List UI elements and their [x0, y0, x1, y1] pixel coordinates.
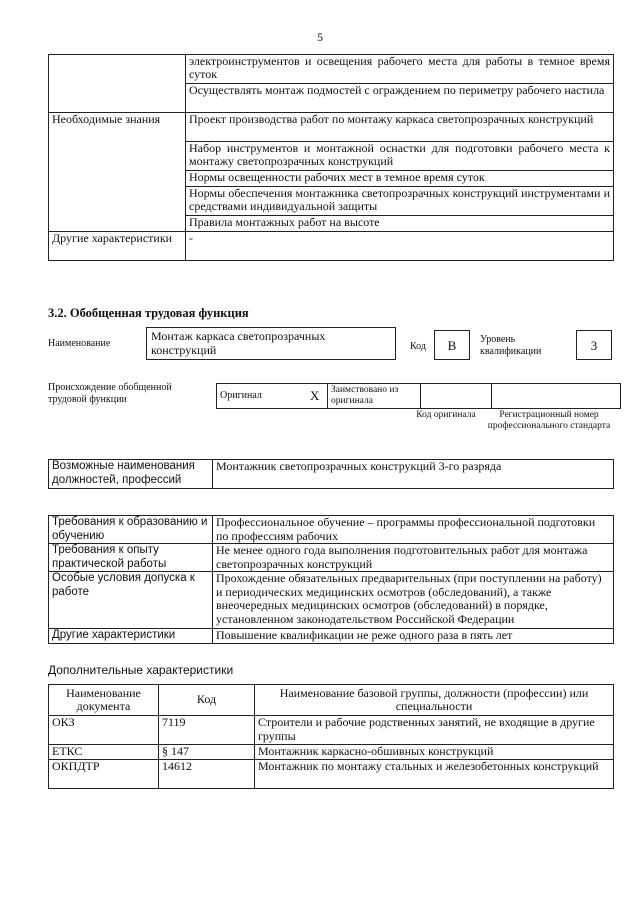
header-cell: Наименование базовой группы, должности (профессии) или специальности	[255, 685, 614, 716]
row-value: Нормы обеспечения монтажника светопрозрачных конструкций инструментами и средствами индивидуальной защиты	[186, 187, 614, 216]
table-row	[49, 760, 614, 789]
code-original-caption: Код оригинала	[416, 410, 476, 420]
reg-number-caption: Регистрационный номер профессионального стандарта	[487, 410, 611, 431]
row-value: -	[186, 232, 614, 261]
skills-table	[48, 54, 614, 261]
req-value: Не менее одного года выполнения подготовительных работ для монтажа светопрозрачных конструкций	[213, 544, 614, 572]
row-label	[49, 55, 186, 113]
row-value: Правила монтажных работ на высоте	[186, 216, 614, 232]
header-cell: Наименование документа	[49, 685, 159, 716]
row-label: Другие характеристики	[49, 232, 186, 261]
group-cell: Монтажник по монтажу стальных и железобетонных конструкций	[255, 760, 614, 789]
reg-number-cell	[492, 384, 621, 409]
level-value: 3	[576, 330, 612, 360]
positions-value: Монтажник светопрозрачных конструкций 3-го разряда	[213, 460, 614, 489]
table-row	[49, 685, 614, 716]
positions-label: Возможные наименования должностей, профессий	[49, 460, 213, 489]
row-value: Проект производства работ по монтажу каркаса светопрозрачных конструкций	[186, 113, 614, 142]
original-label: Оригинал	[217, 384, 308, 409]
table-row	[49, 544, 614, 572]
table-row	[49, 232, 614, 261]
page-number: 5	[317, 30, 323, 44]
code-cell: § 147	[159, 745, 255, 760]
table-row	[49, 745, 614, 760]
req-value: Повышение квалификации не реже одного раза в пять лет	[213, 629, 614, 644]
table-row	[49, 516, 614, 544]
borrowed-label: Заимствовано из оригинала	[328, 384, 421, 409]
req-value: Профессиональное обучение – программы профессиональной подготовки по профессиям рабочих	[213, 516, 614, 544]
req-value: Прохождение обязательных предварительных (при поступлении на работу) и периодических медицинских осмотров (обследований), а также внеочередных медицинских осмотров (обследований) в порядке, установленном законодательством Российской Федерации	[213, 572, 614, 629]
requirements-table	[48, 515, 614, 644]
doc-name-cell: ЕТКС	[49, 745, 159, 760]
row-value: Осуществлять монтаж подмостей с ограждением по периметру рабочего настила	[186, 84, 614, 113]
code-cell: 7119	[159, 716, 255, 745]
code-cell: 14612	[159, 760, 255, 789]
doc-name-cell: ОКПДТР	[49, 760, 159, 789]
additional-table	[48, 684, 614, 789]
row-label: Необходимые знания	[49, 113, 186, 232]
origin-label: Происхождение обобщенной трудовой функции	[48, 382, 172, 405]
section-title: 3.2. Обобщенная трудовая функция	[48, 306, 249, 320]
table-row	[49, 572, 614, 629]
table-row	[49, 113, 614, 142]
origin-table	[216, 383, 621, 409]
function-code: B	[434, 330, 470, 360]
doc-name-cell: ОКЗ	[49, 716, 159, 745]
original-code-cell	[421, 384, 492, 409]
row-value: Набор инструментов и монтажной оснастки для подготовки рабочего места к монтажу светопрозрачных конструкций	[186, 142, 614, 171]
code-label: Код	[410, 341, 426, 352]
req-label: Другие характеристики	[49, 629, 213, 644]
positions-table	[48, 459, 614, 489]
header-cell: Код	[159, 685, 255, 716]
req-label: Требования к образованию и обучению	[49, 516, 213, 544]
row-value: электроинструментов и освещения рабочего места для работы в темное время суток	[186, 55, 614, 84]
table-row	[49, 716, 614, 745]
level-label: Уровень квалификации	[480, 334, 542, 357]
table-row	[49, 55, 614, 84]
name-label: Наименование	[48, 338, 111, 349]
row-value: Нормы освещенности рабочих мест в темное время суток	[186, 171, 614, 187]
req-label: Особые условия допуска к работе	[49, 572, 213, 629]
table-row	[49, 629, 614, 644]
req-label: Требования к опыту практической работы	[49, 544, 213, 572]
original-mark: X	[307, 384, 328, 409]
additional-title: Дополнительные характеристики	[48, 663, 234, 677]
group-cell: Строители и рабочие родственных занятий, не входящие в другие группы	[255, 716, 614, 745]
group-cell: Монтажник каркасно-обшивных конструкций	[255, 745, 614, 760]
function-name: Монтаж каркаса светопрозрачных конструкций	[146, 327, 396, 360]
